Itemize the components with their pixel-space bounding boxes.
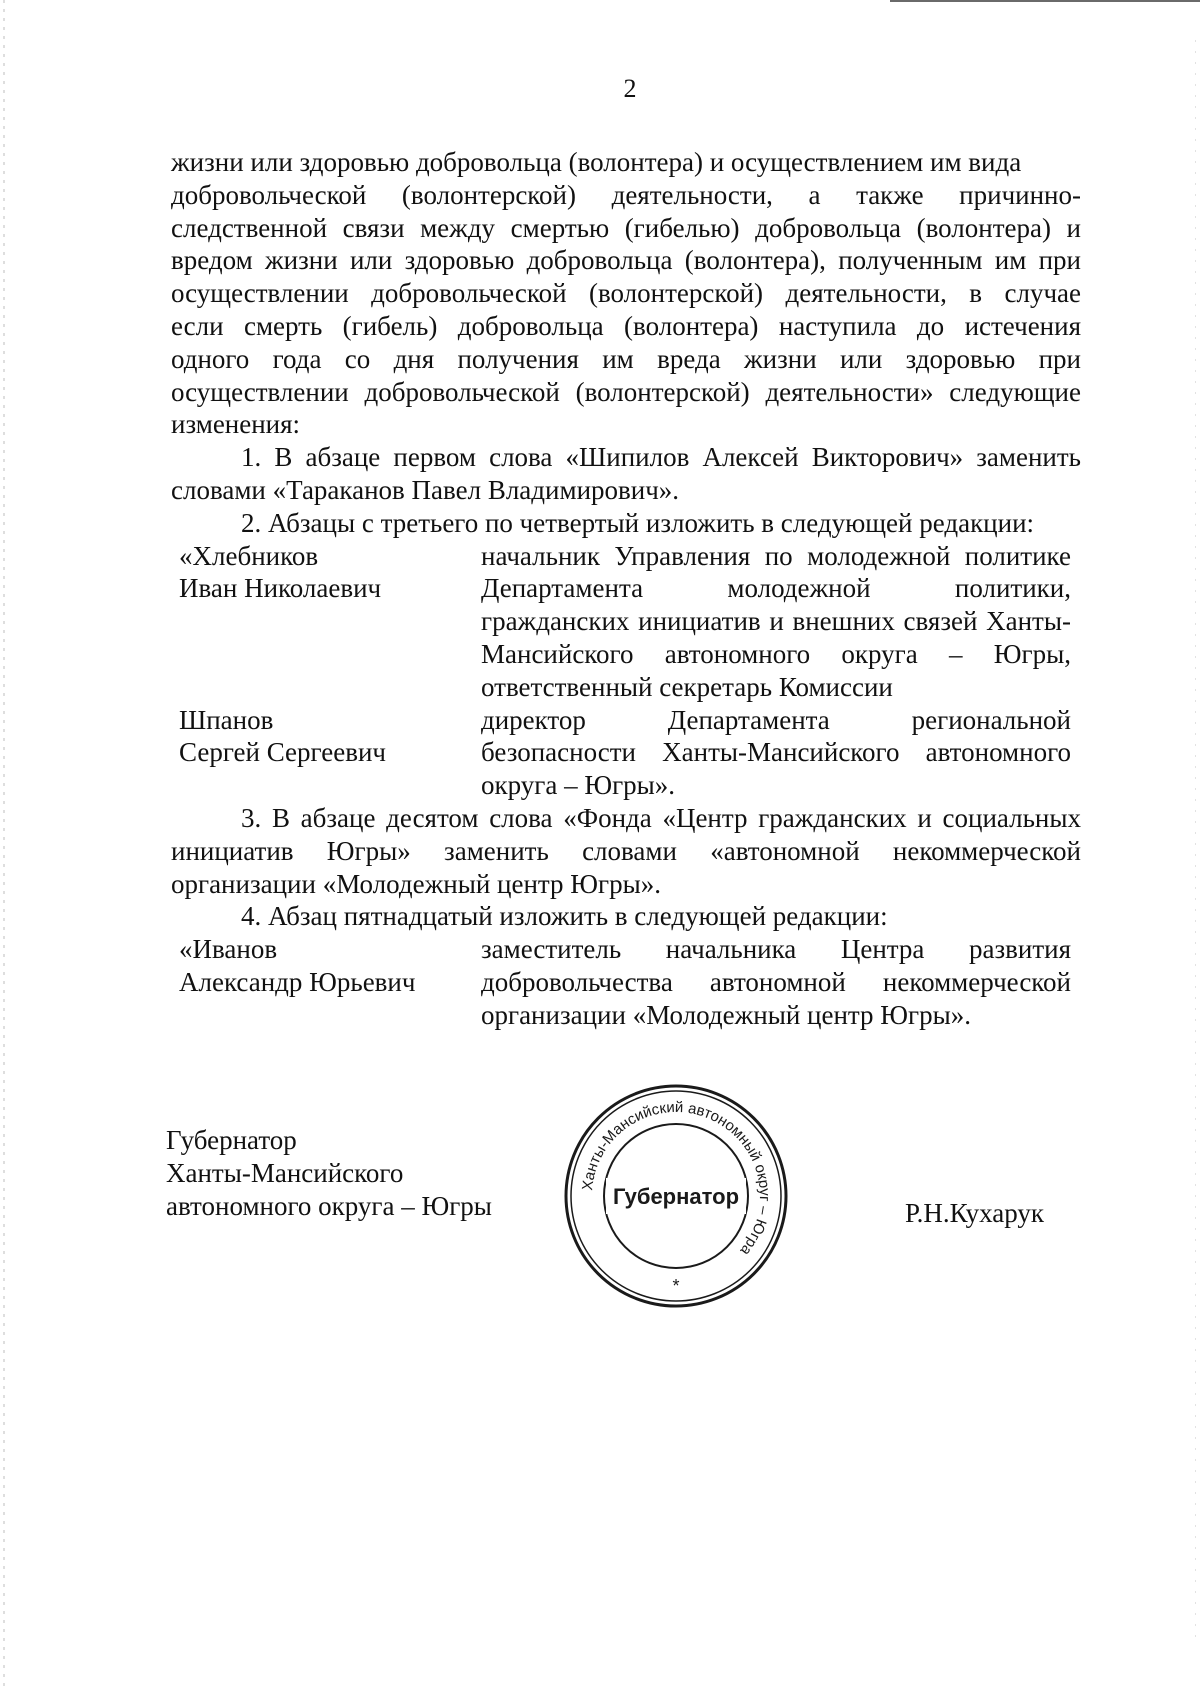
item-2: 2. Абзацы с третьего по четвертый изложить в следующей редакции:: [241, 507, 1035, 538]
member-surname: «Хлебников: [179, 540, 319, 571]
member-name: [171, 704, 481, 802]
member-given-name: Сергей Сергеевич: [179, 737, 387, 768]
member-surname: Шпанов: [179, 704, 274, 735]
intro-line: изменения:: [171, 409, 301, 440]
member-given-name: Александр Юрьевич: [179, 966, 416, 997]
member-name: [171, 933, 481, 1031]
item-3: 3. В абзаце десятом слова «Фонда «Центр гражданских и социальных инициатив Югры» заменить словами «автономной некоммерческой организации «Молодежный центр Югры».: [171, 802, 1081, 899]
intro-line: жизни или здоровью добровольца (волонтера) и осуществлением им вида: [171, 147, 1022, 177]
member-list-2: [171, 933, 1081, 1031]
member-role: директор Департамента региональной безопасности Ханты-Мансийского автономного округа – Югры».: [481, 704, 1071, 801]
signer-name: Р.Н.Кухарук: [905, 1198, 1045, 1228]
intro-line: если смерть (гибель) добровольца (волонтера) наступила до истечения: [171, 310, 1081, 341]
member-role: начальник Управления по молодежной политике Департамента молодежной политики, гражданских инициатив и внешних связей Ханты-Мансийского автономного округа – Югры, ответственный секретарь Комиссии: [481, 540, 1071, 702]
official-seal: [562, 1082, 790, 1310]
member-surname: «Иванов: [179, 934, 278, 965]
member-given-name: Иван Николаевич: [179, 573, 382, 604]
signature-title-line: Губернатор: [166, 1125, 297, 1155]
scan-edge-left: [3, 0, 5, 1686]
seal-graphic: [562, 1082, 790, 1310]
intro-line: вредом жизни или здоровью добровольца (волонтера), полученным им при: [171, 245, 1081, 276]
member-row: [171, 704, 1081, 802]
intro-line: добровольческой (волонтерской) деятельности, а также причинно-: [171, 179, 1081, 210]
seal-ring-text: Ханты-Мансийский автономный округ – Югра: [579, 1098, 774, 1259]
intro-line: осуществлении добровольческой (волонтерской) деятельности» следующие: [171, 376, 1081, 407]
signature-title: [166, 1124, 492, 1222]
member-row: [171, 933, 1081, 1031]
document-body: [171, 146, 1081, 1032]
member-row: [171, 540, 1081, 704]
seal-center-text: Губернатор: [612, 1184, 740, 1209]
seal-star: *: [672, 1276, 680, 1296]
intro-paragraph: [171, 146, 1081, 441]
signature-title-line: Ханты-Мансийского: [166, 1157, 404, 1188]
signature-title-line: автономного округа – Югры: [166, 1190, 492, 1221]
member-list-1: [171, 540, 1081, 802]
item-4: 4. Абзац пятнадцатый изложить в следующей редакции:: [241, 901, 888, 932]
item-1: 1. В абзаце первом слова «Шипилов Алексей Викторович» заменить словами «Тараканов Павел Владимирович».: [171, 442, 1081, 505]
intro-line: одного года со дня получения им вреда жизни или здоровью при: [171, 343, 1081, 374]
member-name: [171, 540, 481, 704]
scan-edge-top: [890, 0, 1200, 2]
intro-line: следственной связи между смертью (гибелью) добровольца (волонтера) и: [171, 212, 1081, 243]
page-number: 2: [623, 74, 637, 103]
scan-edge-right: [1195, 40, 1196, 1640]
intro-line: осуществлении добровольческой (волонтерской) деятельности, в случае: [171, 278, 1081, 309]
member-role: заместитель начальника Центра развития добровольчества автономной некоммерческой организации «Молодежный центр Югры».: [481, 934, 1071, 1030]
